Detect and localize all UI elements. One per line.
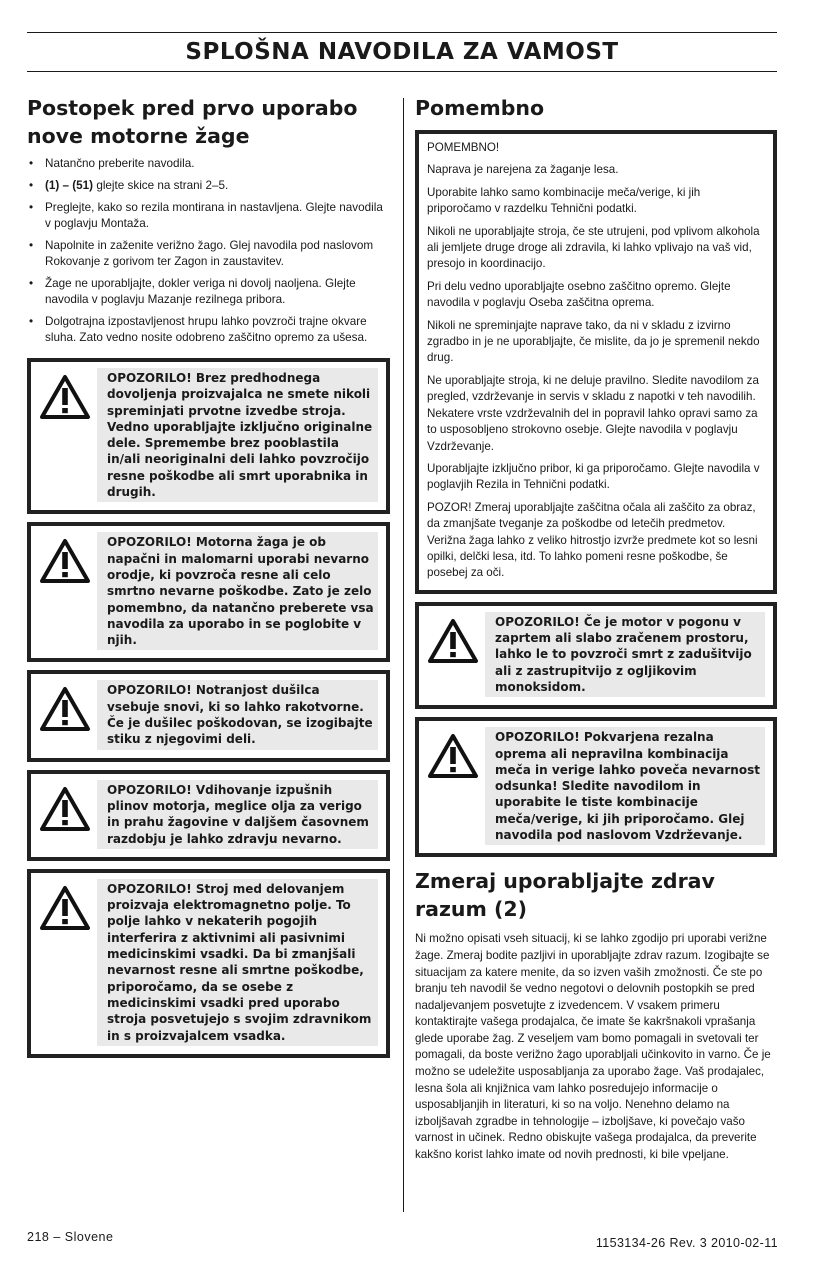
- warning-text: OPOZORILO! Brez predhodnega dovoljenja proizvajalca ne smete nikoli spreminjati prvotne izvedbe stroja. Vedno uporabljajte izključno originalne dele. Spremembe brez pooblastila in/ali neoriginalni deli lahko povzročijo resne poškodbe ali smrt uporabnika in drugih.: [97, 368, 378, 502]
- warning-triangle-icon: [39, 680, 97, 732]
- notice-paragraph: Ne uporabljajte stroja, ki ne deluje pravilno. Sledite navodilom za pregled, vzdrževanje in servis v skladu z napotki v teh navodilih. Nekatere vrste vzdrževalnih del in popravil lahko opravi samo za to usposobljeno strokovno osebje. Glejte navodila v poglavju Vzdrževanje.: [427, 373, 759, 453]
- notice-paragraph: POZOR! Zmeraj uporabljajte zaščitna očala ali zaščito za obraz, da zmanjšate tveganje za poškodbe od letečih predmetov. Verižna žaga lahko z veliko hitrostjo izvrže predmete kot so lesni opilki, delčki lesa, itd. To lahko pomeni resne poškodbe, še posebej za oči.: [427, 500, 758, 580]
- checklist: [27, 156, 390, 346]
- body-paragraph: Ni možno opisati vseh situacij, ki se lahko zgodijo pri uporabi verižne žage. Zmeraj bodite pazljivi in uporabljajte zdrav razum. Izogibajte se situacijam za katere menite, da so izven vaših zmožnosti. Če ste po branju teh navodil še vedno negotovi o delovnih postopkih se pred nadaljevanjem posvetujte z izvedencem. V vsakem primeru kontaktirajte vašega prodajalca, če imate še kakršnakoli vprašanja glede uporabe žag. Z veseljem vam bomo pomagali in svetovali ter pomagali, da boste verižno žago uporabljali učinkovito in varno. Če je možno se udeležite usposabljanja za uporabo žage. Vaš prodajalec, lesna šola ali knjižnica vam lahko posredujejo informacije o usposabljanjih in literaturi, ki so na voljo. Nenehno delamo na izboljšavah zgradbe in tehnologije – izboljšave, ki povečajo vašo varnost in učinek. Redno obiskujte vašega prodajalca, da preverite kakšno korist lahko imate od novih prednosti, ki bile vpeljane.: [415, 932, 771, 1162]
- warning-box: [27, 869, 390, 1058]
- list-item: • Natančno preberite navodila.: [27, 156, 390, 172]
- important-notice-box: [415, 130, 777, 594]
- notice-paragraph: POMEMBNO!: [427, 141, 500, 154]
- warning-box: [27, 770, 390, 861]
- warning-box: [27, 522, 390, 662]
- right-column: [415, 94, 777, 1164]
- notice-paragraph: Uporabljajte izključno pribor, ki ga priporočamo. Glejte navodila v poglavjih Rezila in Tehnični podatki.: [427, 461, 760, 492]
- list-item-text: glejte skice na strani 2–5.: [96, 179, 229, 192]
- column-divider: [403, 98, 404, 1212]
- warning-text: OPOZORILO! Če je motor v pogonu v zaprtem ali slabo zračenem prostoru, lahko le to povzroči smrt z zadušitvijo ali z zastrupitvijo z ogljikovim monoksidom.: [485, 612, 765, 697]
- warning-triangle-icon: [39, 879, 97, 931]
- warning-triangle-icon: [39, 368, 97, 420]
- list-item: • Dolgotrajna izpostavljenost hrupu lahko povzroči trajne okvare sluha. Zato vedno nosite odobreno zaščitno opremo za ušesa.: [27, 314, 390, 346]
- warning-text: OPOZORILO! Stroj med delovanjem proizvaja elektromagnetno polje. To polje lahko v nekaterih pogojih interferira z aktivnimi ali pasivnimi medicinskimi vsadki. Da bi zmanjšali nevarnost resne ali smrtne poškodbe, priporočamo, da se osebe z medicinskimi vsadki pred uporabo stroja posvetujejo s svojim zdravnikom in s proizvajalcem vsadka.: [97, 879, 378, 1046]
- warning-triangle-icon: [39, 532, 97, 584]
- section-heading-important: Pomembno: [415, 96, 545, 120]
- list-item: • Žage ne uporabljajte, dokler veriga ni dovolj naoljena. Glejte navodila v poglavju Mazanje rezilnega pribora.: [27, 276, 390, 308]
- warning-triangle-icon: [427, 727, 485, 779]
- left-column: [27, 94, 390, 1066]
- notice-paragraph: Pri delu vedno uporabljajte osebno zaščitno opremo. Glejte navodila v poglavju Oseba zaščitna oprema.: [427, 279, 731, 310]
- warning-box: [415, 602, 777, 709]
- document-reference: 1153134-26 Rev. 3 2010-02-11: [595, 1236, 778, 1250]
- section-heading-common-sense: Zmeraj uporabljajte zdrav razum (2): [415, 869, 715, 922]
- warning-triangle-icon: [39, 780, 97, 832]
- list-item: [27, 178, 390, 194]
- list-item: • Preglejte, kako so rezila montirana in nastavljena. Glejte navodila v poglavju Montaža.: [27, 200, 390, 232]
- warning-text: OPOZORILO! Notranjost dušilca vsebuje snovi, ki so lahko rakotvorne. Če je dušilec poškodovan, se izogibajte stiku z njegovimi deli.: [97, 680, 378, 749]
- page-title: SPLOŠNA NAVODILA ZA VAMOST: [185, 39, 619, 65]
- notice-paragraph: Nikoli ne uporabljajte stroja, če ste utrujeni, pod vplivom alkohola ali jemljete druge droge ali zdravila, ki lahko vplivajo na vaš vid, presojo in koordinacijo.: [427, 224, 760, 271]
- warning-box: [415, 717, 777, 857]
- section-heading-first-use: Postopek pred prvo uporabo nove motorne žage: [27, 96, 358, 148]
- warning-text: OPOZORILO! Vdihovanje izpušnih plinov motorja, meglice olja za verigo in prahu žagovine v daljšem časovnem razdobju je lahko zdravju nevarno.: [97, 780, 378, 849]
- warning-box: [27, 670, 390, 761]
- notice-paragraph: Uporabite lahko samo kombinacije meča/verige, ki jih priporočamo v razdelku Tehnični podatki.: [427, 185, 701, 216]
- warning-text: OPOZORILO! Pokvarjena rezalna oprema ali nepravilna kombinacija meča in verige lahko poveča nevarnost odsunka! Sledite navodilom in uporabite le tiste kombinacije meča/verige, ki jih priporočamo. Glej navodila pod naslovom Vzdrževanje.: [485, 727, 765, 845]
- figure-reference: (1) – (51): [45, 179, 94, 192]
- page-number: 218 – Slovene: [27, 1230, 114, 1244]
- list-item: • Napolnite in zaženite verižno žago. Glej navodila pod naslovom Rokovanje z gorivom ter Zagon in zaustavitev.: [27, 238, 390, 270]
- warning-triangle-icon: [427, 612, 485, 664]
- warning-text: OPOZORILO! Motorna žaga je ob napačni in malomarni uporabi nevarno orodje, ki povzroča resne ali celo smrtno nevarne poškodbe. Zato je zelo pomembno, da natančno preberete vsa navodila za uporabo in se poglobite v njih.: [97, 532, 378, 650]
- notice-paragraph: Nikoli ne spreminjajte naprave tako, da ni v skladu z izvirno zgradbo in je ne uporabljajte, če mislite, da jo je spremenil nekdo drug.: [427, 318, 760, 365]
- notice-paragraph: Naprava je narejena za žaganje lesa.: [427, 163, 619, 177]
- warning-box: [27, 358, 390, 514]
- page-header: [27, 32, 777, 72]
